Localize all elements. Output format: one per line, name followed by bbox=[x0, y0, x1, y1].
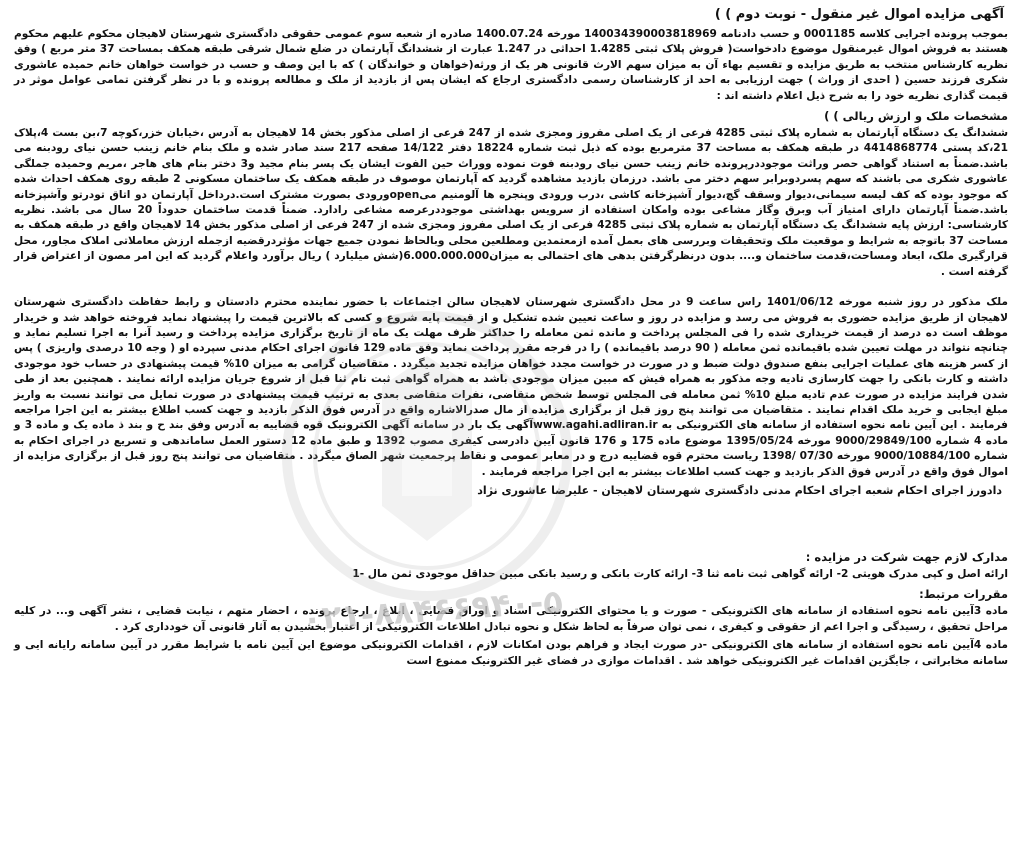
specs-heading: مشخصات ملک و ارزش ریالی ) ) bbox=[824, 109, 1008, 124]
watermark-phone-number: ۰۲۱-۸۸۴۶۶۹۴۰-۵ bbox=[300, 581, 564, 639]
regulation-article-4: ماده 4آیین نامه نحوه استفاده از سامانه های الکترونیکی -در صورت ایجاد و فراهم بودن امکانات لازم ، اقدامات الکترونیکی موضوع این آیین نامه با شرایط مقرر در آیین سامانه رایانه ایی و سامانه مخابراتی ، جایگزین اقدامات غیر الکترونیکی خواهد شد . اقدامات موازی در فضای غیر الکترونیک ممنوع است bbox=[14, 639, 1008, 667]
signature-line: دادورز اجرای احکام شعبه اجرای احکام مدنی دادگستری شهرستان لاهیجان - علیرضا عاشوری نژاد bbox=[477, 483, 1002, 497]
spacer bbox=[12, 499, 1010, 545]
property-specs-paragraph: ششدانگ یک دستگاه آپارتمان به شماره پلاک ثبتی 4285 فرعی از یک اصلی مفروز ومجزی شده از 247 فرعی از اصلی مذکور بخش 14 لاهیجان به آدرس ،خیابان خزر،کوچه 7،بن بست 4،پلاک 21،کد پستی 4414868774 در طبقه همکف به مساحت 37 مترمربع بوده که ذیل ثبت شماره 18224 دفتر 14/122 صفحه 217 سند صادر شده و ملک بنام خانم زینب حسن نیای رودبنه می باشد.ضمناً به استناد گواهی حصر وراثت موجوددرپرونده خانم زینب حسن نیای رودبنه فوت نموده ووراث حین الفوت ایشان یک پسر بنام مجید و3 دختر بنام های هاجر ،مریم وحمیده جملگی عاشوری شکری می باشند که سهم پسردوبرابر سهم دختر می باشد. درزمان بازدید مشاهده گردید که آپارتمان موصوف در طبقه همکف یک ساختمان مسکونی 2 طبقه روی همکف احداث شده که موجود بوده که کف لیسه سیمانی،دیوار وسقف گچ،دیوار آشپزخانه کاشی ،درب ورودی وپنجره ها آلومنیم میopenورودی بصورت مشترک است.درداخل آپارتمان دو اتاق تودرتو وآشپزخانه باشد.ضمناً آپارتمان دارای امتیاز آب وبرق وگاز مشاعی بوده وامکان استفاده از سرویس بهداشتی موجوددرعرصه مشاعی رادارد. ضمناً قدمت ساختمان حدوداً 20 سال می باشد. نظریه کارشناسی: ارزش پایه ششدانگ یک دستگاه آپارتمان به شماره پلاک ثبتی 4285 فرعی از یک اصلی مفروز ومجزی شده از 247 فرعی از اصلی مذکور بخش 14 لاهیجان واقع در طبقه همکف به مساحت 37 باتوجه به شرایط و موقعیت ملک وتحقیقات وبررسی های بعمل آمده ازمعتمدین ومطلعین محلی وبالحاظ نمودن جمیع جهات مؤثردرقضیه ازجمله ارزش معاملاتی املاک مجاور، محل قرارگیری ملک، ابعاد ومساحت،قدمت ساختمان و.... بدون درنظرگرفتن بدهی های احتمالی به میزان6.000.000.000(شش میلیارد ) ریال برآورد واعلام گردید که این امر مصون از اعتراض قرار گرفته است . bbox=[14, 127, 1009, 278]
regulation-article-3: ماده 3آیین نامه نحوه استفاده از سامانه های الکترونیکی - صورت و یا محتوای الکترونیکی اسناد و اوراق قضایی ، ابلاغ ، ارجاع پرونده ، احضار متهم ، نیابت قضایی ، نشر آگهی و... در کلیه مراحل تحقیق ، رسیدگی و اجرا اعم از حقوقی و کیفری ، نمی توان صرفاً به لحاظ شکل و نحوه تبادل اطلاعات الکترونیکی از اعتبار بخشیدن به آثار قانونی آن خودداری کرد . bbox=[14, 605, 1009, 633]
spacer bbox=[12, 283, 1010, 295]
notice-page bbox=[12, 6, 1010, 860]
required-documents-list: ارائه اصل و کپی مدرک هویتی 2- ارائه گواهی ثبت نامه ثنا 3- ارائه کارت بانکی و رسید بانکی مبین حداقل موجودی ثمن مال -1 bbox=[352, 567, 1008, 580]
auction-terms-paragraph: ملک مذکور در روز شنبه مورخه 1401/06/12 راس ساعت 9 در محل دادگستری شهرستان لاهیجان سالن اجتماعات با حضور نماینده محترم دادستان و رابط حفاظت دادگستری شهرستان لاهیجان از طریق مزایده حضوری به فروش می رسد و مزایده در روز و ساعت تعیین شده تشکیل و از قیمت پایه شروع و کسی که بالاترین قیمت را پیشنهاد نماید فروخته خواهد شد و خریدار موظف است ده درصد از قیمت خریداری شده را فی المجلس پرداخت و مانده ثمن معامله را حداکثر ظرف مهلت یک ماه از تاریخ برگزاری مزایده پرداخت و رسید آنرا به اجرا تسلیم نماید و چنانچه نتواند در مهلت تعیین شده باقیمانده ثمن معامله ( 90 درصد باقیمانده ) را در فرجه مقرر پرداخت نماید وفق ماده 129 قانون اجرای احکام مدنی سپرده او ( وجه 10 درصدی واریزی ) پس از کسر هزینه های عملیات اجرایی بنفع صندوق دولت ضبط و در صورت در خواست مجدد خواهان مزایده تجدید میگردد . متقاضیان گرامی به میزان 10% قیمت پیشنهادی در حساب خود موجودی داشته و کارت بانکی را جهت کارسازی تادیه وجه مذکور به همراه فیش که مبین میزان موجودی باشد به همراه گواهی ثبت نام ثنا قبل از شروع جریان مزایده ارائه نمایند . همچنین بعد از طی شدن فرایند مزایده در صورت عدم تادیه مبلغ 10% ثمن معامله فی المجلس توسط شخص متقاضی، نفرات متقاضی بعدی به ترتیب قیمت پیشنهادی در صورت تمایل می توانند نسبت به واریز مبلغ ایجابی و خرید ملک اقدام نمایند . متقاضیان می توانند پنج روز قبل از برگزاری مزایده از مال صدرالاشاره واقع در آدرس فوق الذکر بازدید و جهت کسب اطلاع بیشتر به این اجرا مراجعه فرمایند . این آیین نامه نحوه استفاده از سامانه های الکترونیکی به www.agahi.adliran.irآگهی یک بار در سامانه آگهی الکترونیک قوه قضاییه به آدرس وفق بند ح و بند ذ ماده یک و ماده 3 و ماده 4 شماره 9000/29849/100 مورخه 1395/05/24 موضوع ماده 175 و 176 قانون آیین دادرسی کیفری مصوب 1392 و طبق ماده 12 دستور العمل ساماندهی و تسریع در اجرای احکام به شماره 9000/10884/100 مورخه 07/30 /1398 ریاست محترم قوه قضاییه درج و در معابر عمومی و نقاط پرجمعیت شهر الصاق میگردد . متقاضیان می توانند پنج روز قبل از برگزاری مزایده از اموال فوق واقع در آدرس فوق الذکر بازدید و جهت کسب اطلاعات بیشتر به این اجرا مراجعه فرمایند . bbox=[14, 296, 1009, 478]
regulations-heading: مقررات مرتبط: bbox=[919, 587, 1008, 602]
notice-title: آگهی مزایده اموال غیر منقول - نوبت دوم ) ) bbox=[714, 7, 1004, 22]
intro-paragraph: بموجب پرونده اجرایی کلاسه 0001185 و حسب دادنامه 140034390003818969 مورخه 1400.07.24 صادره از شعبه سوم عمومی حقوقی دادگستری شهرستان لاهیجان محکوم علیهم محکوم هستند به فروش اموال غیرمنقول موضوع دادخواست( فروش پلاک ثبتی 1.4285 احداثی در 1.247 عبارت از ششدانگ آپارتمان در ضلع شمال شرقی طبقه همکف بمساحت 37 متر مربع ) وفق نظریه کارشناس منتخب به طریق مزایده و تقسیم بهاء آن به میزان سهم الارث قانونی هر یک از ورثه(خواهان و خواندگان ) که با این وصف و حسب در خواست خواهان خانم حمیده عاشوری شکری فرزند حسین ( احدی از وراث ) جهت ارزیابی به احد از کارشناسان رسمی دادگستری ارجاع که ایشان پس از بازدید از ملک و مطالعه پرونده و با در نظر گرفتن تمامی عوامل موثر در قیمت گذاری نظریه خود را به شرح ذیل اعلام داشته اند : bbox=[14, 28, 1008, 102]
required-documents-heading: مدارک لازم جهت شرکت در مزایده : bbox=[805, 549, 1008, 564]
